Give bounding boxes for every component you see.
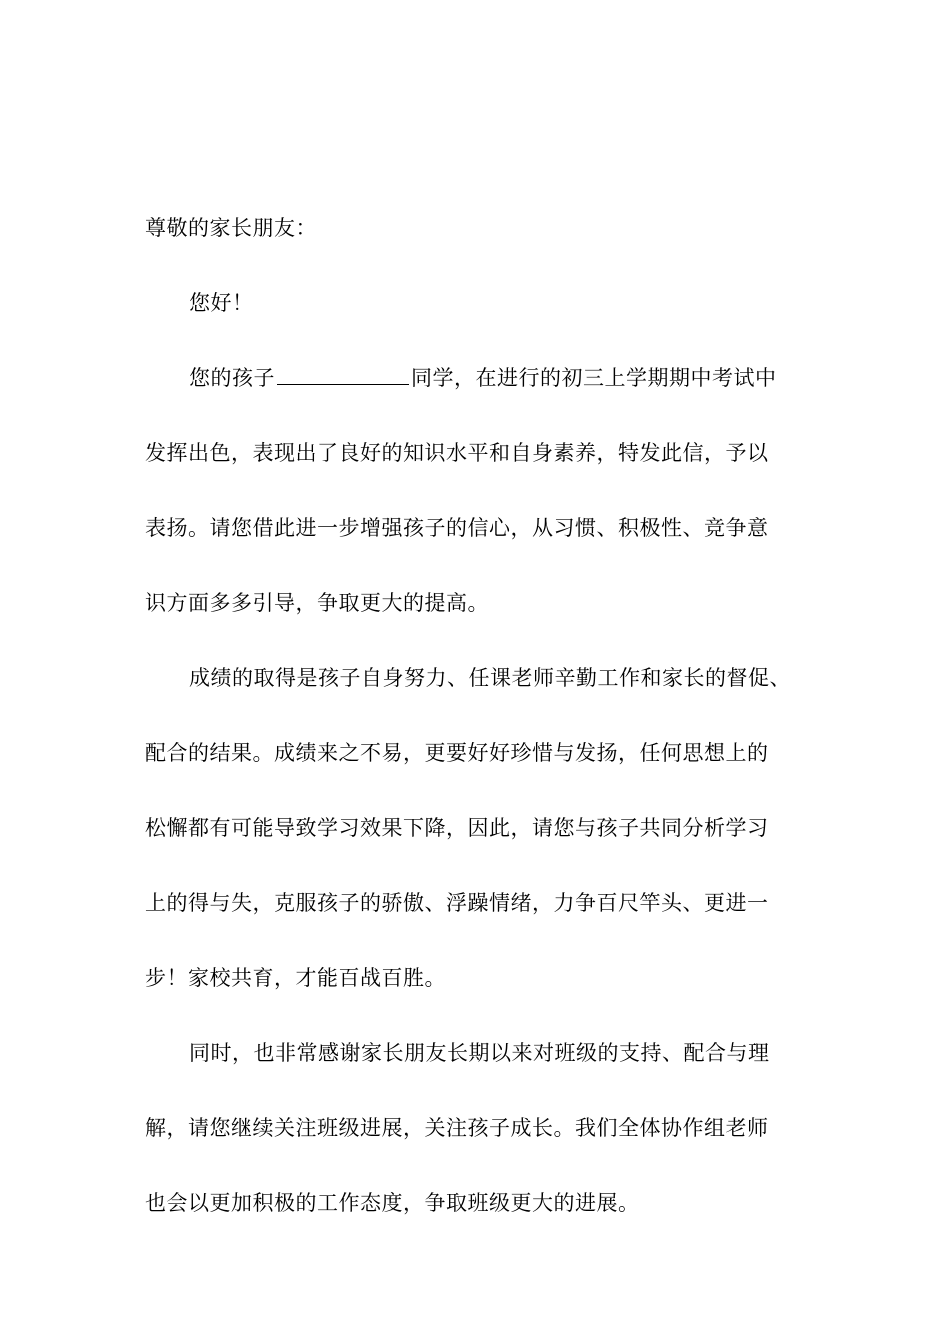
paragraph-2-line-1: 成绩的取得是孩子自身努力、任课老师辛勤工作和家长的督促、 — [189, 666, 791, 690]
paragraph-2-line-3: 松懈都有可能导致学习效果下降，因此，请您与孩子共同分析学习 — [145, 816, 769, 840]
student-name-blank — [277, 364, 409, 385]
p1-prefix: 您的孩子 — [189, 366, 275, 390]
paragraph-2-line-5: 步！家校共育，才能百战百胜。 — [145, 966, 446, 990]
paragraph-1-line-4: 识方面多多引导，争取更大的提高。 — [145, 591, 489, 615]
paragraph-1-line-2: 发挥出色，表现出了良好的知识水平和自身素养，特发此信，予以 — [145, 441, 769, 465]
paragraph-3-line-1: 同时，也非常感谢家长朋友长期以来对班级的支持、配合与理 — [189, 1041, 770, 1065]
paragraph-1-line-3: 表扬。请您借此进一步增强孩子的信心，从习惯、积极性、竞争意 — [145, 516, 769, 540]
greeting: 您好！ — [189, 291, 254, 315]
paragraph-3-line-3: 也会以更加积极的工作态度，争取班级更大的进展。 — [145, 1191, 640, 1215]
paragraph-1-line-1 — [189, 364, 777, 392]
paragraph-2-line-4: 上的得与失，克服孩子的骄傲、浮躁情绪，力争百尺竿头、更进一 — [145, 891, 769, 915]
paragraph-3-line-2: 解，请您继续关注班级进展，关注孩子成长。我们全体协作组老师 — [145, 1116, 769, 1140]
paragraph-2-line-2: 配合的结果。成绩来之不易，更要好好珍惜与发扬，任何思想上的 — [145, 741, 769, 765]
salutation: 尊敬的家长朋友： — [145, 216, 317, 240]
p1-suffix: 同学，在进行的初三上学期期中考试中 — [411, 366, 777, 390]
